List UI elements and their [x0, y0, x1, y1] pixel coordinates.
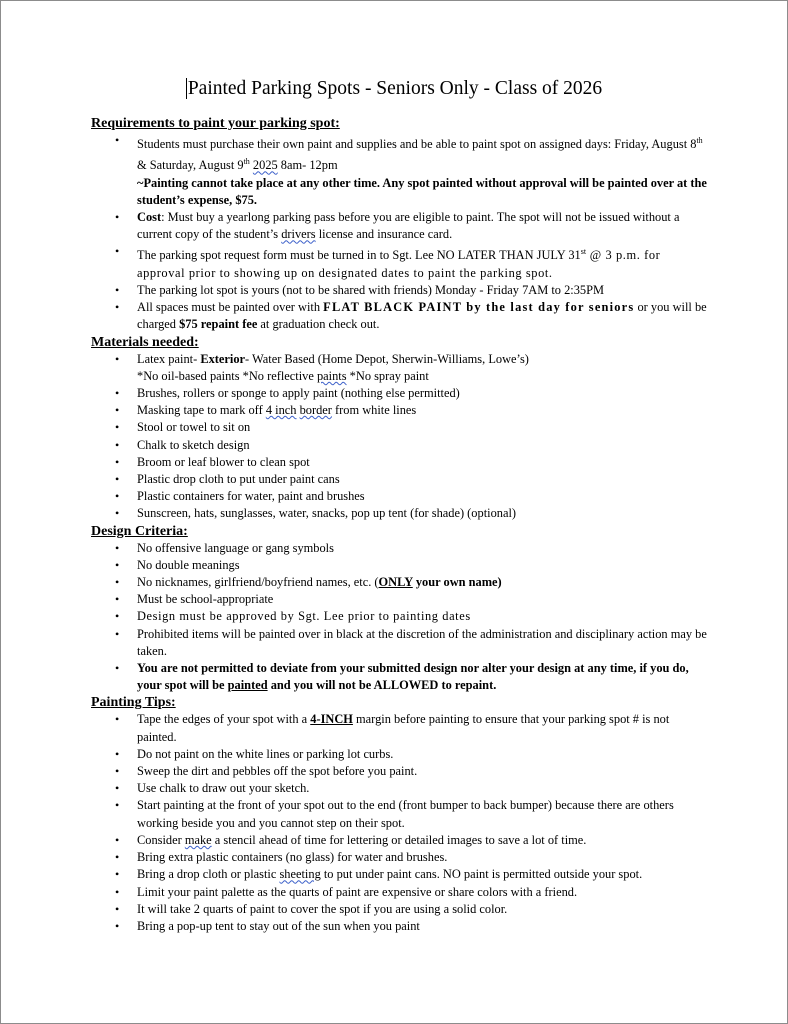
text-run: license and insurance card. — [315, 227, 453, 242]
spellcheck-word: sheeting — [279, 867, 321, 882]
superscript: th — [243, 157, 250, 167]
design-heading: Design Criteria: — [91, 523, 188, 539]
requirements-item — [91, 209, 711, 243]
tips-item — [91, 832, 711, 849]
design-item — [91, 574, 711, 591]
requirements-item — [91, 132, 711, 209]
text-run: Bring a drop cloth or plastic — [137, 867, 280, 882]
requirements-item: • The parking lot spot is yours (not to be shared with friends) Monday - Friday 7AM to 2:35PM — [91, 282, 711, 299]
text-run: Students must purchase their own paint and supplies and be able to paint spot on assigned days: Friday, August 8 — [137, 137, 697, 152]
materials-item: • Broom or leaf blower to clean spot — [91, 454, 711, 471]
bold-text: your own name) — [412, 575, 502, 590]
text-run: at graduation check out. — [257, 317, 380, 332]
text-run: Design must be approved by Sgt. Lee prior to painting dates — [137, 609, 471, 624]
text-run: Latex paint- — [137, 351, 201, 366]
materials-item: • Brushes, rollers or sponge to apply paint (nothing else permitted) — [91, 385, 711, 402]
text-run: : Must buy a yearlong parking pass before you are eligible to paint. The spot will not be issued without a current copy of the student’s — [137, 210, 680, 242]
text-run: margin before painting to ensure that your parking spot # is not painted. — [137, 712, 670, 744]
design-item: • No double meanings — [91, 557, 711, 574]
materials-heading: Materials needed: — [91, 334, 199, 350]
design-item — [91, 608, 711, 625]
bold-text: You are not permitted to deviate from your submitted design nor alter your design at any time, if you do, your spot will be — [137, 661, 689, 693]
tips-item — [91, 711, 711, 745]
text-run: All spaces must be painted over with — [137, 300, 324, 315]
design-item — [91, 660, 711, 694]
text-run: Masking tape to mark off — [137, 403, 266, 418]
document-body — [91, 115, 711, 935]
text-run: - Water Based (Home Depot, Sherwin-Williams, Lowe’s) — [245, 351, 529, 366]
bold-text: Exterior — [200, 351, 246, 366]
text-run: to put under paint cans. NO paint is permitted outside your spot. — [320, 867, 643, 882]
design-item: • Prohibited items will be painted over in black at the discretion of the administration and disciplinary action may be taken. — [91, 626, 711, 660]
materials-item: • Stool or towel to sit on — [91, 419, 711, 436]
spellcheck-word: 4 inch — [265, 403, 297, 418]
tips-item: • Use chalk to draw out your sketch. — [91, 780, 711, 797]
materials-item: • Plastic containers for water, paint and brushes — [91, 488, 711, 505]
bold-underlined-text: painted — [227, 678, 268, 693]
text-run: 8am- 12pm — [277, 158, 338, 173]
tips-list — [91, 711, 711, 935]
spellcheck-word: paints — [316, 368, 347, 383]
superscript: th — [696, 136, 703, 145]
bold-text: FLAT BLACK PAINT by the last day for seniors — [323, 300, 635, 315]
materials-item: • Chalk to sketch design — [91, 437, 711, 454]
superscript: st — [580, 247, 587, 257]
materials-item: • Plastic drop cloth to put under paint cans — [91, 471, 711, 488]
bold-text: ~Painting cannot take place at any other time. Any spot painted without approval will be painted over at the student’s expense, $75. — [137, 175, 707, 207]
bold-text: and you will not be ALLOWED to repaint. — [267, 678, 497, 693]
spellcheck-word: make — [184, 832, 212, 847]
text-run: or you will be charged — [137, 300, 707, 332]
requirements-heading: Requirements to paint your parking spot: — [91, 116, 340, 131]
text-run: @ 3 p.m. for approval prior to showing up on designated dates to paint the parking spot. — [137, 248, 661, 280]
tips-item: • Start painting at the front of your spot out to the end (front bumper to back bumper) because there are others working beside you and you cannot step on their spot. — [91, 797, 711, 831]
text-run: *No spray paint — [346, 368, 429, 383]
bold-underlined-text: 4-INCH — [310, 712, 353, 727]
materials-item: • Sunscreen, hats, sunglasses, water, snacks, pop up tent (for shade) (optional) — [91, 505, 711, 522]
tips-heading: Painting Tips: — [91, 695, 176, 711]
bold-underlined-text: ONLY — [378, 575, 413, 590]
tips-item: • Do not paint on the white lines or parking lot curbs. — [91, 746, 711, 763]
text-run: No nicknames, girlfriend/boyfriend names, etc. ( — [137, 575, 379, 590]
spellcheck-word: drivers — [281, 227, 316, 242]
text-cursor — [186, 78, 187, 99]
bold-text: $75 repaint fee — [179, 317, 258, 332]
bold-label: Cost — [137, 210, 162, 225]
requirements-list — [91, 132, 711, 334]
tips-item: • Bring a pop-up tent to stay out of the sun when you paint — [91, 918, 711, 935]
tips-item: • Limit your paint palette as the quarts of paint are expensive or share colors with a friend. — [91, 884, 711, 901]
design-list — [91, 540, 711, 695]
text-run: Consider — [137, 832, 185, 847]
requirements-item — [91, 299, 711, 333]
text-run: & Saturday, August 9 — [137, 158, 244, 173]
document-title — [0, 76, 788, 102]
tips-item: • Bring extra plastic containers (no glass) for water and brushes. — [91, 849, 711, 866]
materials-list — [91, 351, 711, 523]
materials-item — [91, 402, 711, 419]
spellcheck-word: 2025 — [252, 158, 278, 173]
text-run: a stencil ahead of time for lettering or detailed images to save a lot of time. — [211, 832, 587, 847]
tips-item: • It will take 2 quarts of paint to cover the spot if you are using a solid color. — [91, 901, 711, 918]
document-title-text: Painted Parking Spots - Seniors Only - Class of 2026 — [187, 78, 603, 99]
text-run: The parking spot request form must be turned in to Sgt. Lee NO LATER THAN JULY 31 — [137, 248, 581, 263]
design-item: • No offensive language or gang symbols — [91, 540, 711, 557]
text-run: Tape the edges of your spot with a — [137, 712, 311, 727]
requirements-item — [91, 243, 711, 282]
tips-item: • Sweep the dirt and pebbles off the spot before you paint. — [91, 763, 711, 780]
text-run: *No oil-based paints *No reflective — [137, 368, 317, 383]
design-item: • Must be school-appropriate — [91, 591, 711, 608]
spellcheck-word: border — [299, 403, 332, 418]
materials-item — [91, 351, 711, 385]
tips-item — [91, 866, 711, 883]
text-run: from white lines — [331, 403, 417, 418]
